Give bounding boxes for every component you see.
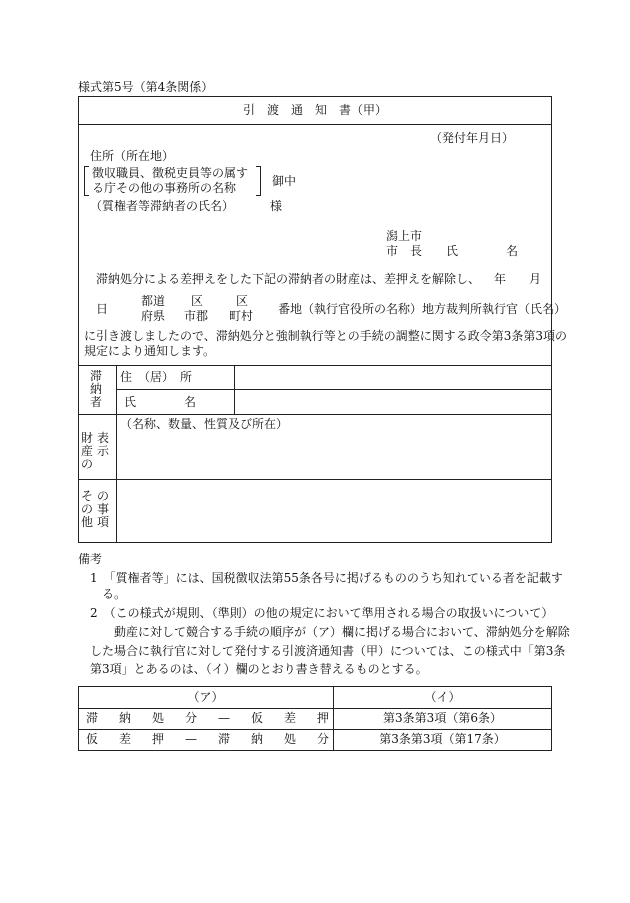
left-bracket [84,166,89,196]
note-2-line-3: した場合に執行官に対して発付する引渡済通知書（甲）については、この様式中「第3条 [90,644,566,658]
row-2-col-b: 第3条第3項（第17条） [379,732,506,746]
day-label: 日 [96,302,109,316]
ku-label: 区 [191,294,204,308]
gochu-label: 御中 [272,174,297,188]
office-line-2: る庁その他の事務所の名称 [92,181,237,195]
ku2-label: 区 [236,294,249,308]
property-label-a: 財産の [80,431,93,471]
holder-label: （質権者等滞納者の氏名） [90,199,235,213]
chouson-label: 町村 [229,309,254,323]
fuken-label: 府県 [141,309,166,323]
residence-cell [120,370,230,385]
banchi-text: 番地（執行官役所の名称）地方裁判所執行官（氏名） [278,302,567,316]
form-title: 引 渡 通 知 書（甲） [242,103,387,117]
property-label-b: 表示 [96,431,109,458]
note-2-line-2: 動産に対して競合する手続の順序が（ア）欄に掲げる場合において、滞納処分を解除 [114,625,570,639]
notes-heading: 備考 [78,552,103,566]
grid-top-line [78,365,552,366]
form-number: 様式第5号（第4条関係） [78,80,214,94]
todo-label: 都道 [141,294,166,308]
note-1-line-1: 1 「質権者等」には、国税徴収法第55条各号に掲げるもののうち知れている者を記載す [90,571,563,585]
column-a-header: （ア） [187,690,224,704]
other-label-a: その他 [80,489,93,529]
row-1-col-a: 滞納処分—仮差押 [86,711,351,725]
row-2-col-a: 仮差押—滞納処分 [86,732,351,746]
issue-date: （発付年月日） [430,131,515,145]
right-bracket [256,166,261,196]
office-line-1: 徴収職員、徴税吏員等の属す [92,166,249,180]
sama-label: 様 [270,199,283,213]
name-label: 氏 名 [124,395,197,409]
property-note: （名称、数量、性質及び所在） [120,417,289,431]
grid-vline-2 [234,365,235,414]
paragraph-1: 滞納処分による差押えをした下記の滞納者の財産は、差押えを解除し、 [96,272,481,286]
shigun-label: 市郡 [184,309,209,323]
grid-mid-line [116,389,552,390]
name-cell [124,395,230,410]
year-label: 年 [494,272,507,286]
note-2-line-4: 第3項」とあるのは、（イ）欄のとおり書き替えるものとする。 [90,662,428,676]
paragraph-2-line-2: 規定により通知します。 [84,344,216,358]
table-line-2 [78,729,552,730]
grid-line-2 [78,414,552,415]
grid-line-3 [78,479,552,480]
table-line-1 [78,708,552,709]
residence-label: 住 （居） 所 [120,370,193,384]
paragraph-2-line-1: に引き渡しましたので、滞納処分と強制執行等との手続の調整に関する政令第3条第3項の [84,329,568,343]
address-label: 住所（所在地） [90,149,175,163]
other-label-b: の事項 [96,489,109,529]
column-b-header: （イ） [424,690,461,704]
month-label: 月 [529,272,542,286]
delinquent-label: 滞納者 [89,369,102,409]
city-name: 潟上市 [386,229,423,243]
note-2-line-1: 2 （この様式が規則、（準則）の他の規定において準用される場合の取扱いについて） [90,606,554,620]
grid-vline-1 [116,365,117,543]
note-1-line-2: る。 [102,587,127,601]
mayor-name: 市 長 氏 名 [386,244,519,258]
row-1-col-b: 第3条第3項（第6条） [383,711,502,725]
title-divider [78,124,552,125]
